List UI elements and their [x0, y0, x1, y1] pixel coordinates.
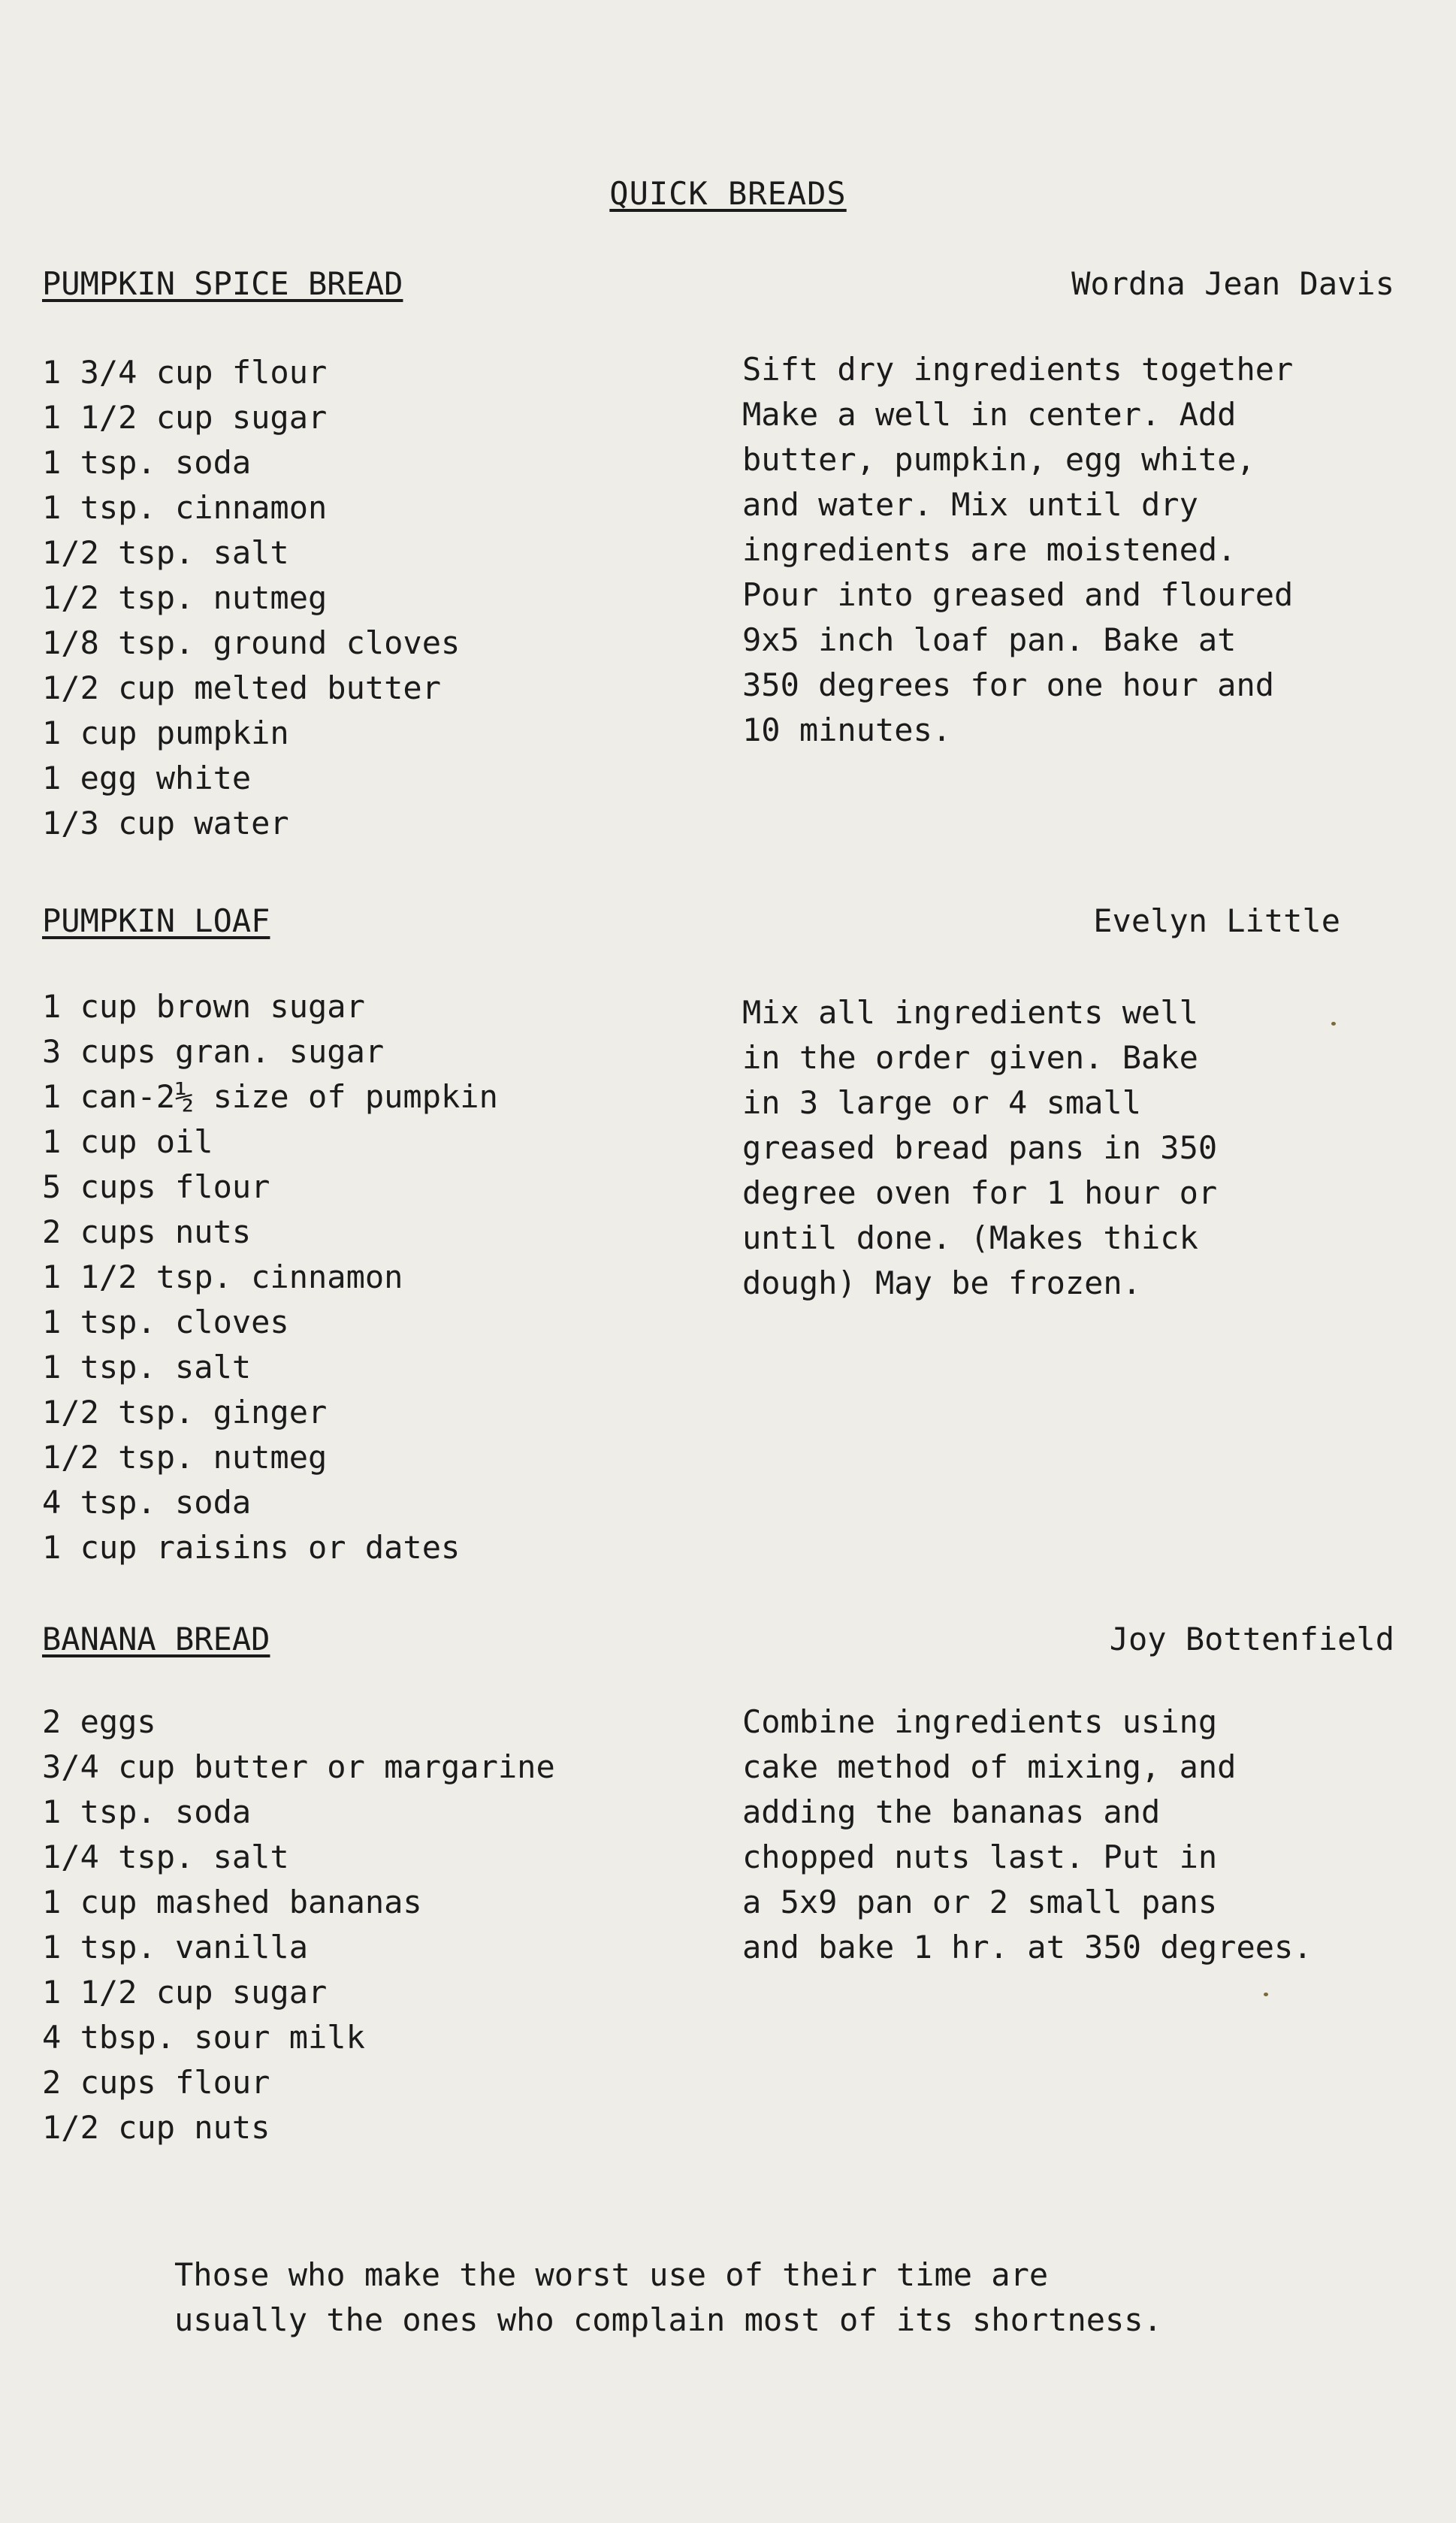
ingredient-item: 1 tsp. soda: [42, 444, 252, 481]
recipe-pumpkin-loaf: [42, 899, 1394, 1566]
directions-line: Sift dry ingredients together: [742, 351, 1294, 388]
ingredient-item: 1 3/4 cup flour: [42, 354, 328, 391]
directions-text: [742, 347, 1403, 753]
recipe-header: [42, 261, 1394, 310]
recipe-banana-bread: [42, 1617, 1394, 2146]
ingredient-item: 1/4 tsp. salt: [42, 1839, 289, 1875]
directions-line: in the order given. Bake: [742, 1039, 1198, 1076]
ingredient-item: 1 cup mashed bananas: [42, 1884, 422, 1920]
ingredient-item: 1 tsp. cinnamon: [42, 489, 328, 526]
quote-line: usually the ones who complain most of its shortness.: [174, 2301, 1162, 2338]
directions-line: cake method of mixing, and: [742, 1748, 1237, 1785]
ingredient-item: 1 can-2½ size of pumpkin: [42, 1078, 498, 1115]
quote-line: Those who make the worst use of their time are: [174, 2256, 1049, 2293]
ingredient-item: 1 tsp. soda: [42, 1793, 252, 1830]
directions-line: 9x5 inch loaf pan. Bake at: [742, 621, 1237, 658]
ingredient-list: [42, 1700, 718, 2150]
directions-line: chopped nuts last. Put in: [742, 1839, 1218, 1875]
directions-text: [742, 1700, 1403, 1970]
recipe-contributor: Evelyn Little: [1093, 902, 1340, 939]
directions-line: 350 degrees for one hour and: [742, 666, 1275, 703]
directions-line: ingredients are moistened.: [742, 531, 1237, 568]
ingredient-item: 1 cup oil: [42, 1123, 213, 1160]
recipe-pumpkin-spice-bread: [42, 261, 1394, 842]
directions-line: degree oven for 1 hour or: [742, 1174, 1218, 1211]
closing-quote: [174, 2253, 1346, 2343]
ingredient-item: 1/2 tsp. salt: [42, 534, 289, 571]
ingredient-item: 1/3 cup water: [42, 805, 289, 842]
recipe-header: [42, 899, 1394, 947]
ingredient-item: 4 tbsp. sour milk: [42, 2019, 365, 2056]
ingredient-item: 5 cups flour: [42, 1168, 270, 1205]
ingredient-item: 1/2 tsp. nutmeg: [42, 579, 328, 616]
ingredient-item: 3/4 cup butter or margarine: [42, 1748, 555, 1785]
ingredient-item: 1 cup raisins or dates: [42, 1529, 461, 1566]
ingredient-item: 4 tsp. soda: [42, 1484, 252, 1521]
ingredient-item: 2 eggs: [42, 1703, 156, 1740]
ingredient-item: 1/8 tsp. ground cloves: [42, 624, 461, 661]
ingredient-list: [42, 984, 718, 1570]
ingredient-item: 1 cup brown sugar: [42, 988, 365, 1025]
recipe-title: PUMPKIN SPICE BREAD: [42, 265, 403, 302]
directions-line: and bake 1 hr. at 350 degrees.: [742, 1929, 1313, 1966]
ingredient-item: 1 egg white: [42, 760, 252, 796]
recipe-contributor: Joy Bottenfield: [1109, 1621, 1394, 1657]
directions-line: dough) May be frozen.: [742, 1265, 1142, 1301]
ingredient-item: 1 1/2 cup sugar: [42, 399, 328, 436]
directions-line: and water. Mix until dry: [742, 486, 1198, 523]
print-speck: [1331, 1022, 1336, 1026]
directions-line: Make a well in center. Add: [742, 396, 1237, 433]
ingredient-item: 1/2 tsp. nutmeg: [42, 1439, 328, 1476]
recipe-contributor: Wordna Jean Davis: [1071, 265, 1394, 302]
directions-line: greased bread pans in 350: [742, 1129, 1218, 1166]
directions-text: [742, 990, 1403, 1306]
ingredient-item: 1 1/2 cup sugar: [42, 1974, 328, 2011]
ingredient-item: 1/2 cup nuts: [42, 2109, 270, 2146]
ingredient-item: 1 tsp. vanilla: [42, 1929, 309, 1966]
ingredient-item: 1 cup pumpkin: [42, 715, 289, 751]
ingredient-item: 1 tsp. cloves: [42, 1304, 289, 1340]
ingredient-item: 2 cups nuts: [42, 1213, 252, 1250]
ingredient-item: 1 1/2 tsp. cinnamon: [42, 1258, 403, 1295]
recipe-header: [42, 1617, 1394, 1665]
print-speck: [1264, 1993, 1268, 1996]
directions-line: Combine ingredients using: [742, 1703, 1218, 1740]
directions-line: in 3 large or 4 small: [742, 1084, 1142, 1121]
directions-line: until done. (Makes thick: [742, 1219, 1198, 1256]
directions-line: 10 minutes.: [742, 712, 952, 748]
directions-line: Pour into greased and floured: [742, 576, 1294, 613]
ingredient-item: 3 cups gran. sugar: [42, 1033, 385, 1070]
ingredient-item: 1/2 tsp. ginger: [42, 1394, 328, 1431]
directions-line: butter, pumpkin, egg white,: [742, 441, 1255, 478]
ingredient-item: 2 cups flour: [42, 2064, 270, 2101]
ingredient-list: [42, 350, 718, 846]
page-title: QUICK BREADS: [609, 175, 847, 212]
ingredient-item: 1 tsp. salt: [42, 1349, 252, 1385]
ingredient-item: 1/2 cup melted butter: [42, 669, 442, 706]
recipe-title: PUMPKIN LOAF: [42, 902, 270, 939]
directions-line: Mix all ingredients well: [742, 994, 1198, 1031]
directions-line: adding the bananas and: [742, 1793, 1161, 1830]
recipe-title: BANANA BREAD: [42, 1621, 270, 1657]
directions-line: a 5x9 pan or 2 small pans: [742, 1884, 1218, 1920]
